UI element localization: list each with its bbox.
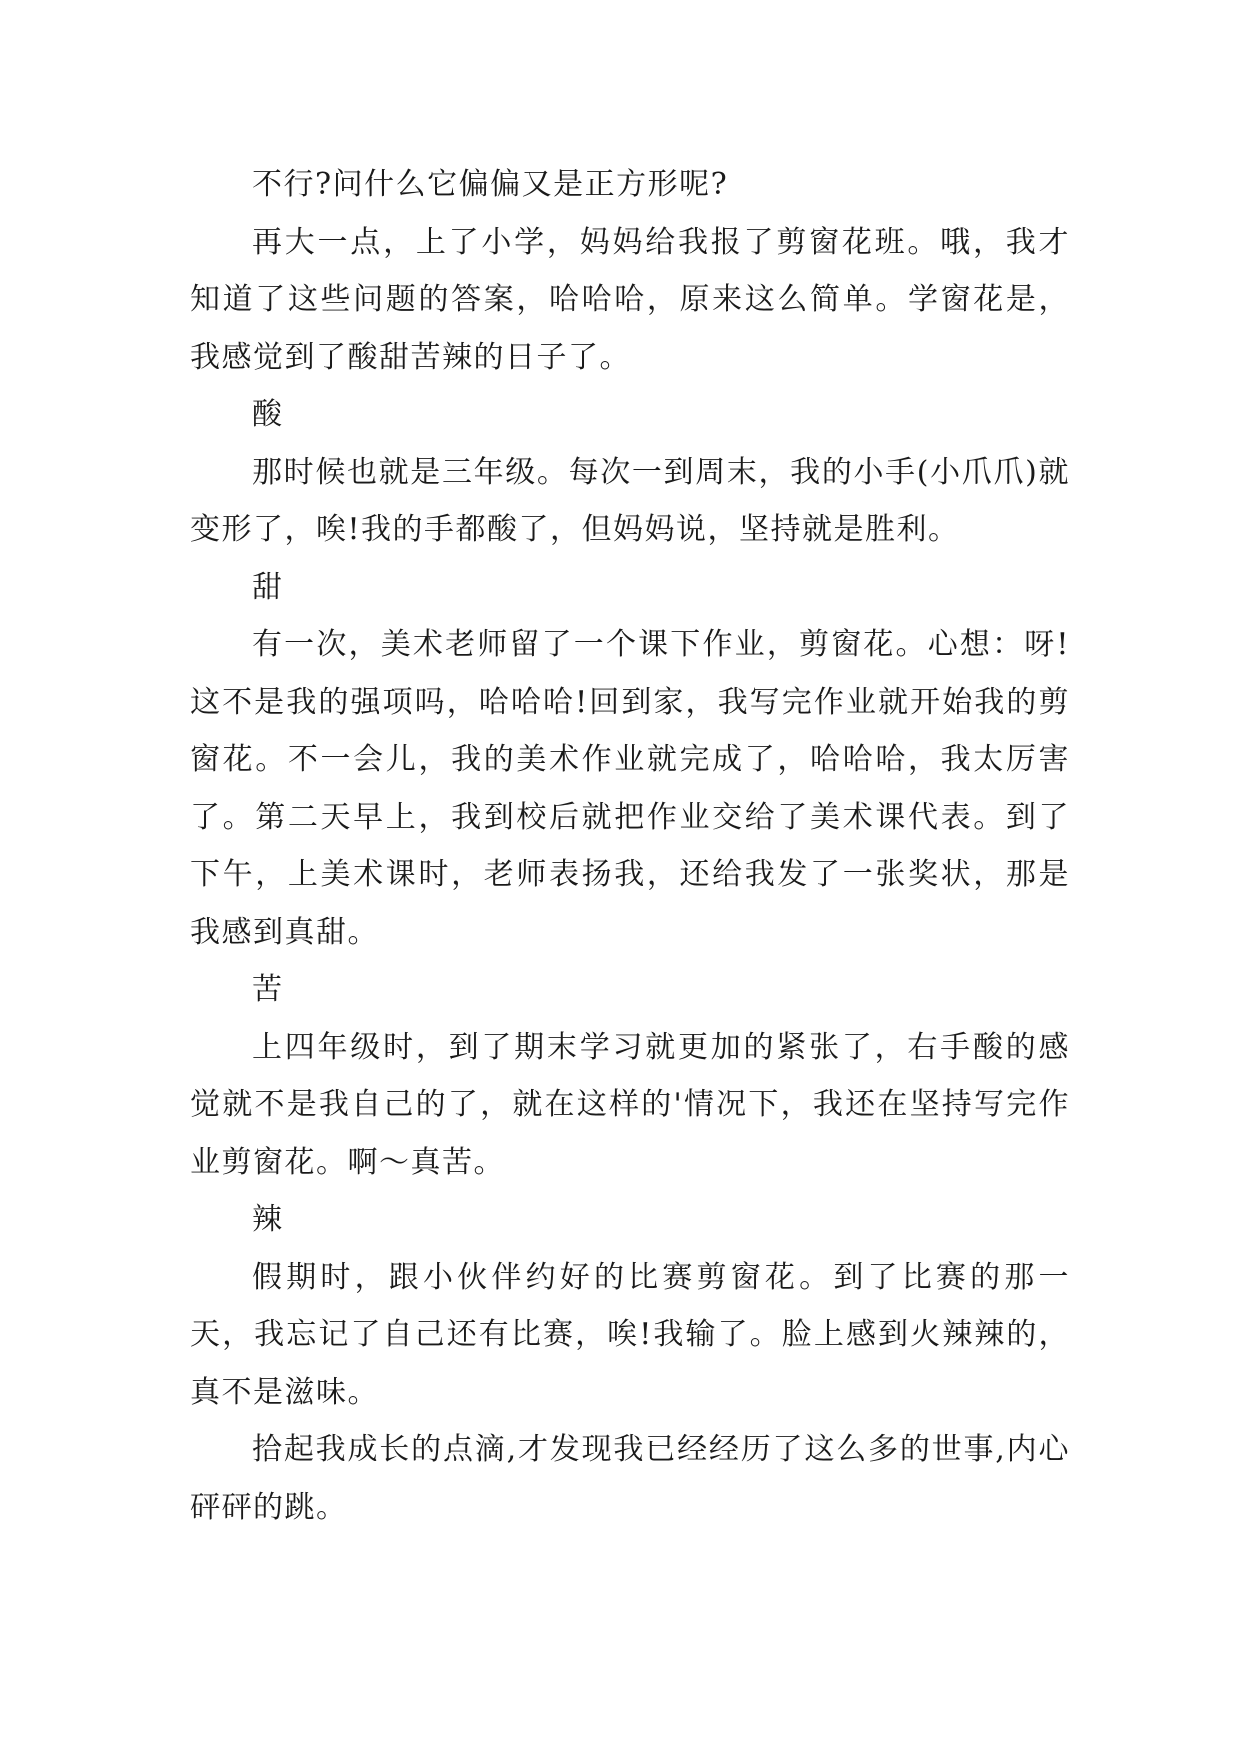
paragraph-paper-cutting-class: 再大一点，上了小学，妈妈给我报了剪窗花班。哦，我才知道了这些问题的答案，哈哈哈，原来这么简单。学窗花是，我感觉到了酸甜苦辣的日子了。 — [190, 224, 1070, 375]
paragraph-bitter: 上四年级时，到了期末学习就更加的紧张了，右手酸的感觉就不是我自己的了，就在这样的'情况下，我还在坚持写完作业剪窗花。啊～真苦。 — [190, 1029, 1070, 1180]
section-heading-spicy: 辣 — [252, 1202, 284, 1237]
paragraph-sweet: 有一次，美术老师留了一个课下作业，剪窗花。心想：呀!这不是我的强项吗，哈哈哈!回到家，我写完作业就开始我的剪窗花。不一会儿，我的美术作业就完成了，哈哈哈，我太厉害了。第二天早上，我到校后就把作业交给了美术课代表。到了下午，上美术课时，老师表扬我，还给我发了一张奖状，那是我感到真甜。 — [190, 627, 1070, 950]
paragraph-sour: 那时候也就是三年级。每次一到周末，我的小手(小爪爪)就变形了，唉!我的手都酸了，但妈妈说，坚持就是胜利。 — [190, 454, 1070, 547]
section-heading-sour: 酸 — [252, 397, 284, 432]
paragraph-spicy: 假期时，跟小伙伴约好的比赛剪窗花。到了比赛的那一天，我忘记了自己还有比赛，唉!我输了。脸上感到火辣辣的，真不是滋味。 — [190, 1259, 1070, 1410]
paragraph-intro-question: 不行?问什么它偏偏又是正方形呢? — [252, 167, 729, 202]
section-heading-sweet: 甜 — [252, 569, 284, 605]
essay-body — [190, 156, 1070, 1536]
paragraph-conclusion: 拾起我成长的点滴,才发现我已经经历了这么多的世事,内心砰砰的跳。 — [190, 1432, 1070, 1525]
section-heading-bitter: 苦 — [252, 972, 284, 1007]
